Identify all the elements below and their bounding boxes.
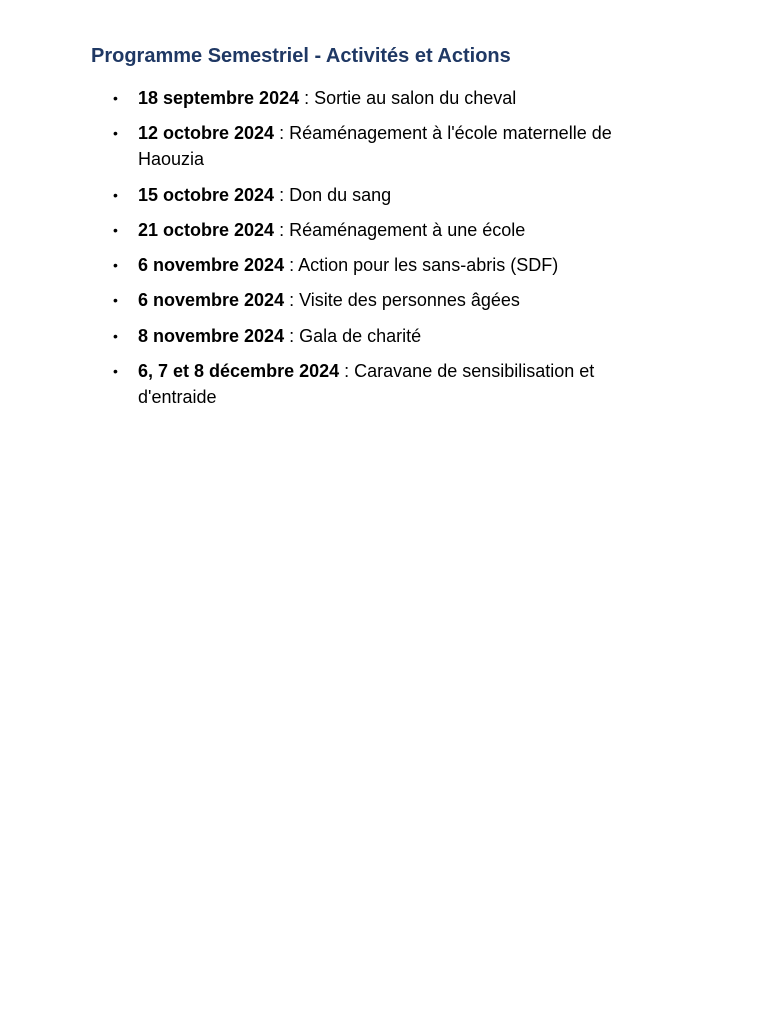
list-item <box>109 358 649 410</box>
item-separator: : <box>274 219 290 240</box>
item-date: 21 octobre 2024 <box>138 219 275 240</box>
activity-list <box>109 85 649 419</box>
list-item <box>109 287 649 313</box>
item-date: 6, 7 et 8 décembre 2024 <box>138 361 340 382</box>
item-separator: : <box>284 325 300 346</box>
item-separator: : <box>274 184 290 205</box>
bullet-icon: • <box>113 292 118 309</box>
list-item <box>109 85 649 111</box>
item-date: 18 septembre 2024 <box>138 88 300 108</box>
item-description: Gala de charité <box>299 325 422 346</box>
item-description: Réaménagement à une école <box>289 219 526 240</box>
bullet-icon: • <box>113 257 118 274</box>
list-item <box>109 120 649 172</box>
bullet-icon: • <box>113 186 118 203</box>
item-date: 6 novembre 2024 <box>138 255 285 276</box>
item-description: Don du sang <box>289 184 392 205</box>
list-item <box>109 182 649 208</box>
bullet-icon: • <box>113 90 118 106</box>
item-description: Sortie au salon du cheval <box>314 88 517 108</box>
item-separator: : <box>284 290 300 311</box>
item-date: 6 novembre 2024 <box>138 290 285 311</box>
item-separator: : <box>284 255 299 276</box>
item-description: Action pour les sans-abris (SDF) <box>298 255 559 276</box>
item-date: 8 novembre 2024 <box>138 325 285 346</box>
list-item <box>109 323 649 349</box>
bullet-icon: • <box>113 363 118 380</box>
list-item <box>109 217 649 243</box>
item-date: 12 octobre 2024 <box>138 123 275 144</box>
list-item <box>109 252 649 278</box>
document-title: Programme Semestriel - Activités et Actions <box>91 45 511 67</box>
bullet-icon: • <box>113 327 118 344</box>
item-description: Visite des personnes âgées <box>299 290 520 311</box>
item-date: 15 octobre 2024 <box>138 184 275 205</box>
item-description: Caravane de sensibilisation et d'entraide <box>138 361 595 408</box>
item-description: Réaménagement à l'école maternelle de Haouzia <box>138 123 612 170</box>
item-separator: : <box>299 88 315 108</box>
item-separator: : <box>339 361 355 382</box>
item-separator: : <box>274 123 290 144</box>
bullet-icon: • <box>113 221 118 238</box>
bullet-icon: • <box>113 125 118 142</box>
